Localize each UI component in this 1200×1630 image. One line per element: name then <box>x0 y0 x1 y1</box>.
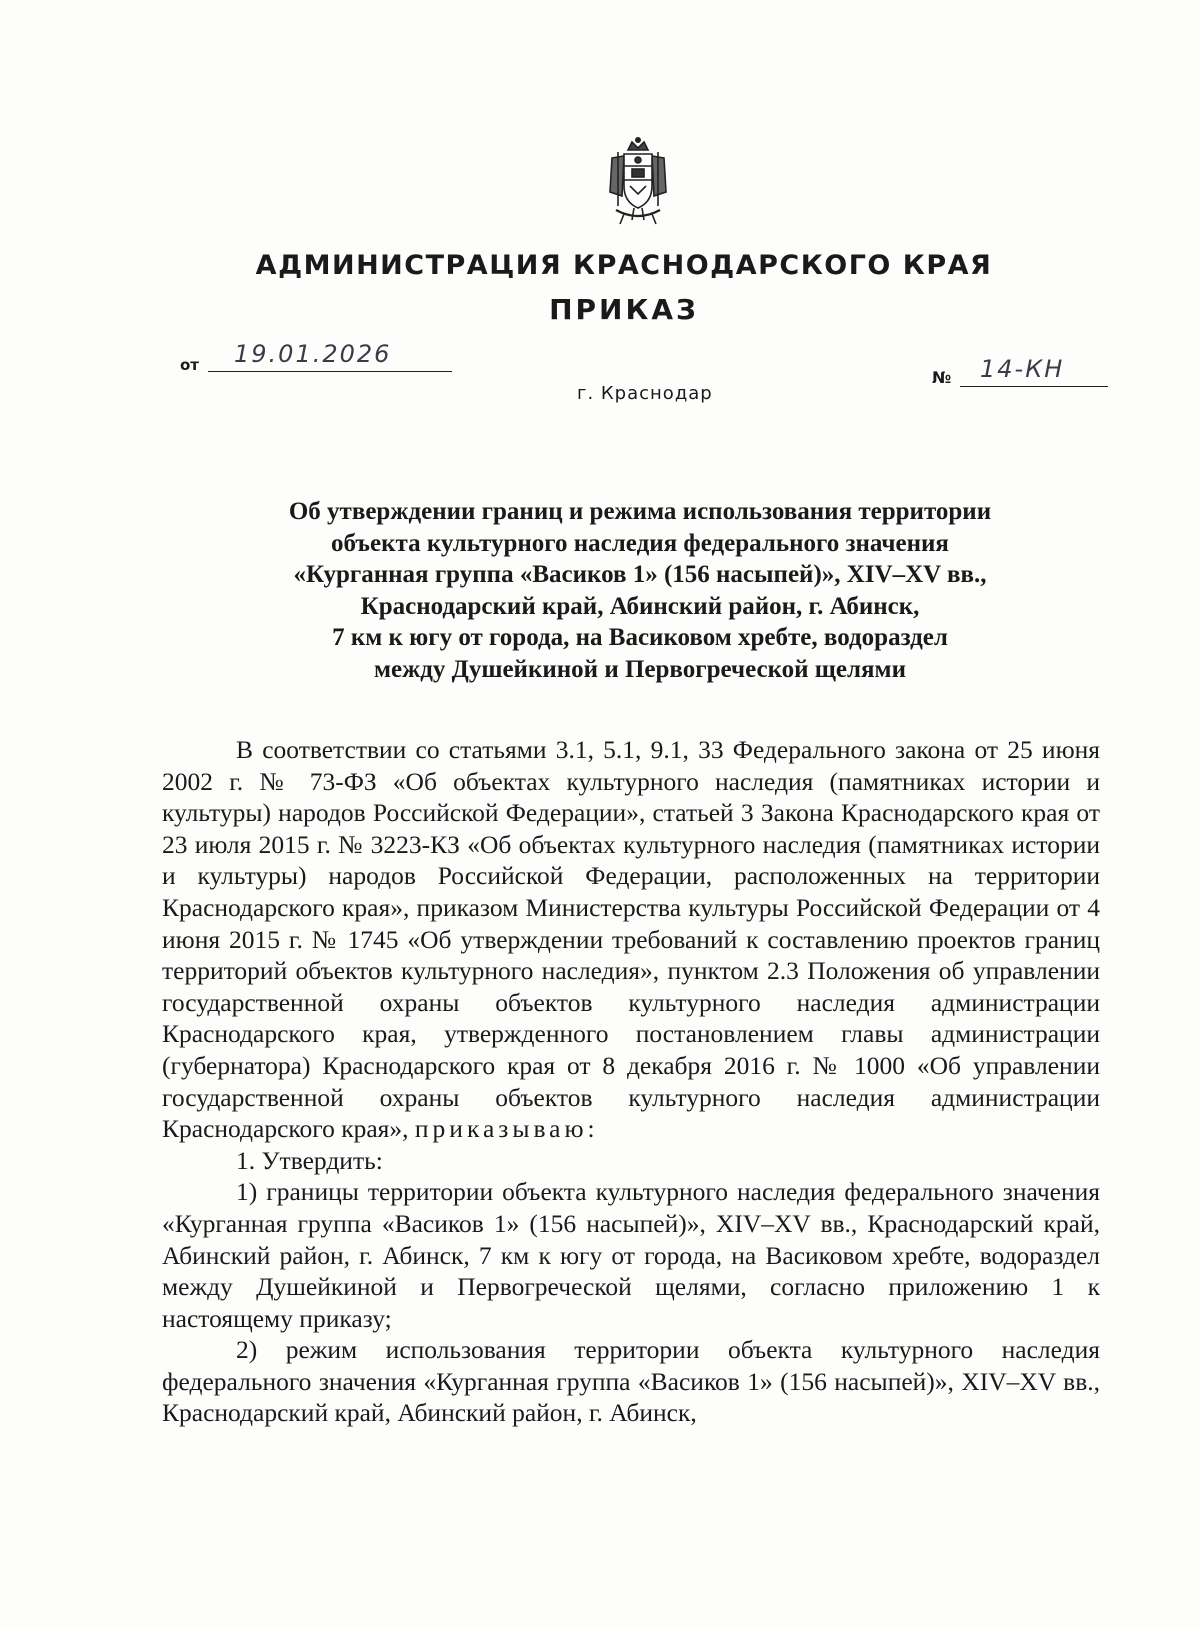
item-1-2: 2) режим использования территории объекта культурного наследия федерального значения «Курганная группа «Васиков 1» (156 насыпей)», XIV–XV вв., Краснодарский край, Абинский район, г. Абинск, <box>162 1335 1100 1428</box>
date-label: от <box>180 356 199 374</box>
document-type: ПРИКАЗ <box>549 293 699 326</box>
organization-name: АДМИНИСТРАЦИЯ КРАСНОДАРСКОГО КРАЯ <box>255 250 993 281</box>
number-value: 14-КН <box>960 355 1108 387</box>
order-word: приказываю: <box>414 1114 599 1144</box>
title-line: объекта культурного наследия федерального значения <box>331 529 949 557</box>
city: г. Краснодар <box>577 383 713 404</box>
title-line: Об утверждении границ и режима использования территории <box>288 498 992 525</box>
date-value: 19.01.2026 <box>208 340 452 372</box>
item-1: 1. Утвердить: <box>236 1145 383 1175</box>
title-line: между Душейкиной и Первогреческой щелями <box>374 655 906 683</box>
preamble-paragraph <box>162 734 1100 1145</box>
document-title <box>160 496 1120 685</box>
item-1-1: 1) границы территории объекта культурного наследия федерального значения «Курганная группа «Васиков 1» (156 насыпей)», XIV–XV вв., Краснодарский край, Абинский район, г. Абинск, 7 км к югу от города, на Васиковом хребте, водораздел между Душейкиной и Первогреческой щелями, согласно приложению 1 к настоящему приказу; <box>162 1177 1100 1333</box>
title-line: Краснодарский край, Абинский район, г. Абинск, <box>360 592 920 620</box>
number-label: № <box>932 368 952 387</box>
coat-of-arms-icon <box>604 136 672 228</box>
document-body <box>162 734 1100 1429</box>
title-line: 7 км к югу от города, на Васиковом хребте, водораздел <box>332 624 948 651</box>
title-line: «Курганная группа «Васиков 1» (156 насыпей)», XIV–XV вв., <box>293 561 987 588</box>
preamble-text: В соответствии со статьями 3.1, 5.1, 9.1, 33 Федерального закона от 25 июня 2002 г. № 73-ФЗ «Об объектах культурного наследия (памятниках истории и культуры) народов Российской Федерации», статьей 3 Закона Краснодарского края от 23 июля 2015 г. № 3223-КЗ «Об объектах культурного наследия (памятниках истории и культуры) народов Российской Федерации, расположенных на территории Краснодарского края», приказом Министерства культуры Российской Федерации от 4 июня 2015 г. № 1745 «Об утверждении требований к составлению проектов границ территорий объектов культурного наследия», пунктом 2.3 Положения об управлении государственной охраны объектов культурного наследия администрации Краснодарского края, утвержденного постановлением главы администрации (губернатора) Краснодарского края от 8 декабря 2016 г. № 1000 «Об управлении государственной охраны объектов культурного наследия администрации Краснодарского края», <box>162 735 1100 1144</box>
